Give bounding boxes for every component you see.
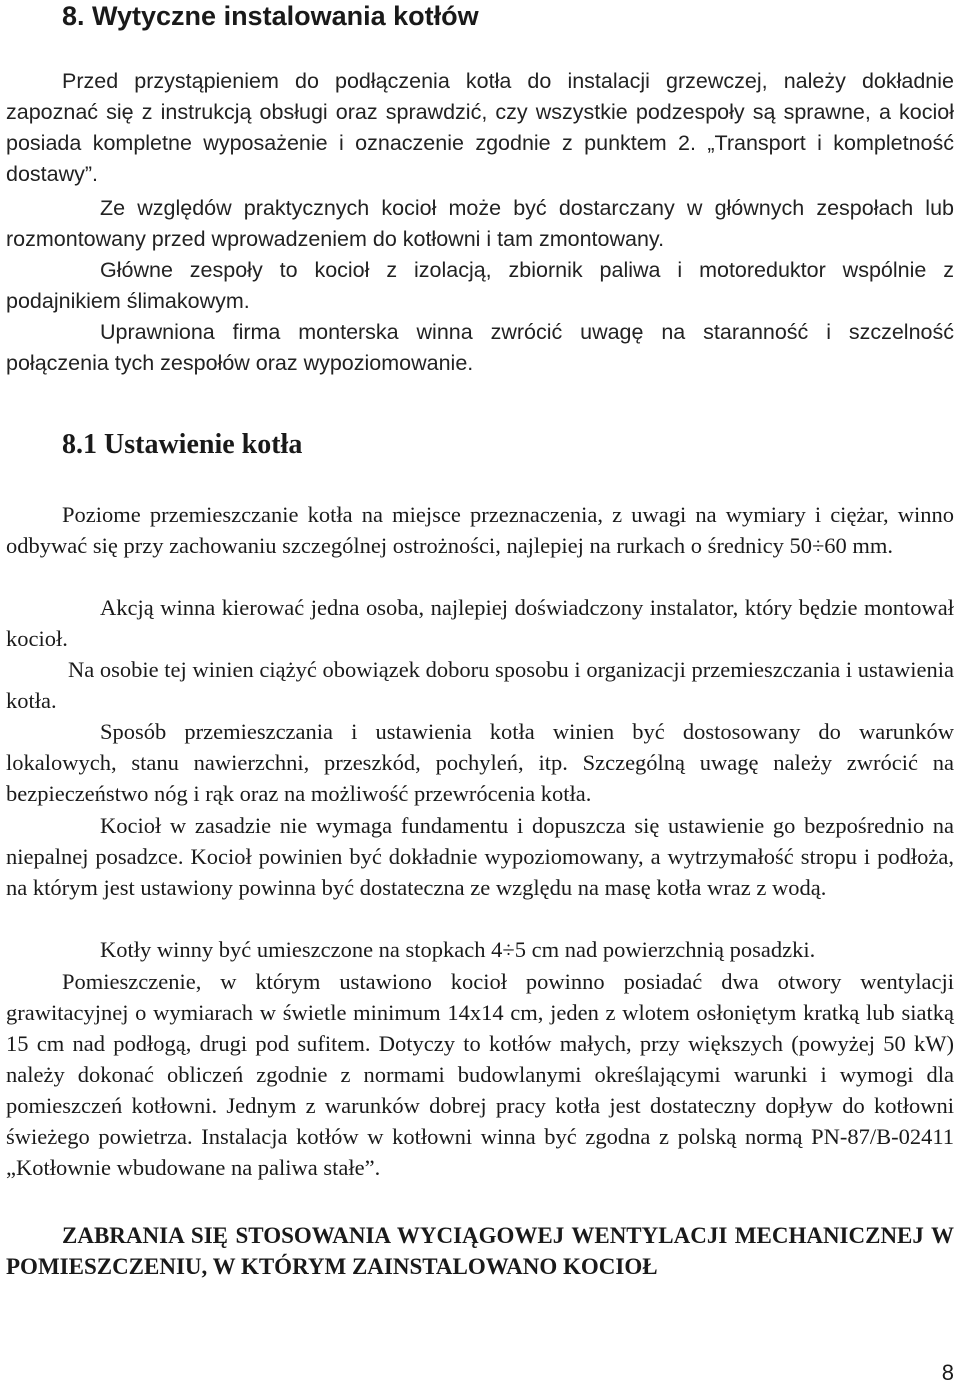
section-8-1-paragraph-6: Kotły winny być umieszczone na stopkach 4÷5 cm nad powierzchnią posadzki. [100,937,816,962]
section-8-1-paragraph-4: Sposób przemieszczania i ustawienia kotła winien być dostosowany do warunków lokalowych, stanu nawierzchni, przeszkód, pochyleń, itp. Szczególną uwagę należy zwrócić na bezpieczeństwo nóg i rąk oraz na możliwość przewrócenia kotła. [6,719,954,806]
section-8-1-paragraph-2: Akcją winna kierować jedna osoba, najlepiej doświadczony instalator, który będzie montował kocioł. [6,595,954,651]
section-8-1-heading: 8.1 Ustawienie kotła [62,429,303,460]
section-8-1-paragraph-1: Poziome przemieszczanie kotła na miejsce przeznaczenia, z uwagi na wymiary i ciężar, winno odbywać się przy zachowaniu szczególnej ostrożności, najlepiej na rurkach o średnicy 50÷60 mm. [6,502,954,558]
section-8-paragraph-1: Przed przystąpieniem do podłączenia kotła do instalacji grzewczej, należy dokładnie zapoznać się z instrukcją obsługi oraz sprawdzić, czy wszystkie podzespoły są sprawne, a kocioł posiada kompletne wyposażenie i oznaczenie zgodnie z punktem 2. „Transport i kompletność dostawy”. [6,69,954,186]
section-8-paragraph-4: Uprawniona firma monterska winna zwrócić uwagę na staranność i szczelność połączenia tych zespołów oraz wypoziomowanie. [6,320,954,375]
section-8-1-paragraph-3: Na osobie tej winien ciążyć obowiązek doboru sposobu i organizacji przemieszczania i ustawienia kotła. [6,657,954,713]
section-8-1-paragraph-5: Kocioł w zasadzie nie wymaga fundamentu i dopuszcza się ustawienie go bezpośrednio na niepalnej posadzce. Kocioł powinien być dokładnie wypoziomowany, a wytrzymałość stropu i podłoża, na którym jest ustawiony powinna być dostateczna ze względu na masę kotła wraz z wodą. [6,813,954,900]
ventilation-warning: ZABRANIA SIĘ STOSOWANIA WYCIĄGOWEJ WENTYLACJI MECHANICZNEJ W POMIESZCZENIU, W KTÓRYM ZAINSTALOWANO KOCIOŁ [6,1223,954,1279]
section-8-paragraph-2: Ze względów praktycznych kocioł może być dostarczany w głównych zespołach lub rozmontowany przed wprowadzeniem do kotłowni i tam zmontowany. [6,196,954,251]
section-8-1-paragraph-7: Pomieszczenie, w którym ustawiono kocioł powinno posiadać dwa otwory wentylacji grawitacyjnej o wymiarach w świetle minimum 14x14 cm, jeden z wlotem osłoniętym kratką lub siatką 15 cm nad podłogą, drugi pod sufitem. Dotyczy to kotłów małych, przy większych (powyżej 50 kW) należy dokonać obliczeń zgodnie z normami budowlanymi określającymi warunki i wymogi dla pomieszczeń kotłowni. Jednym z warunków dobrej pracy kotła jest dostateczny dopływ do kotłowni świeżego powietrza. Instalacja kotłów w kotłowni winna być zgodna z polską normą PN-87/B-02411 „Kotłownie wbudowane na paliwa stałe”. [6,969,954,1180]
section-8-paragraph-3: Główne zespoły to kocioł z izolacją, zbiornik paliwa i motoreduktor wspólnie z podajnikiem ślimakowym. [6,258,954,313]
section-8-heading: 8. Wytyczne instalowania kotłów [62,1,479,31]
page-number: 8 [941,1360,954,1385]
